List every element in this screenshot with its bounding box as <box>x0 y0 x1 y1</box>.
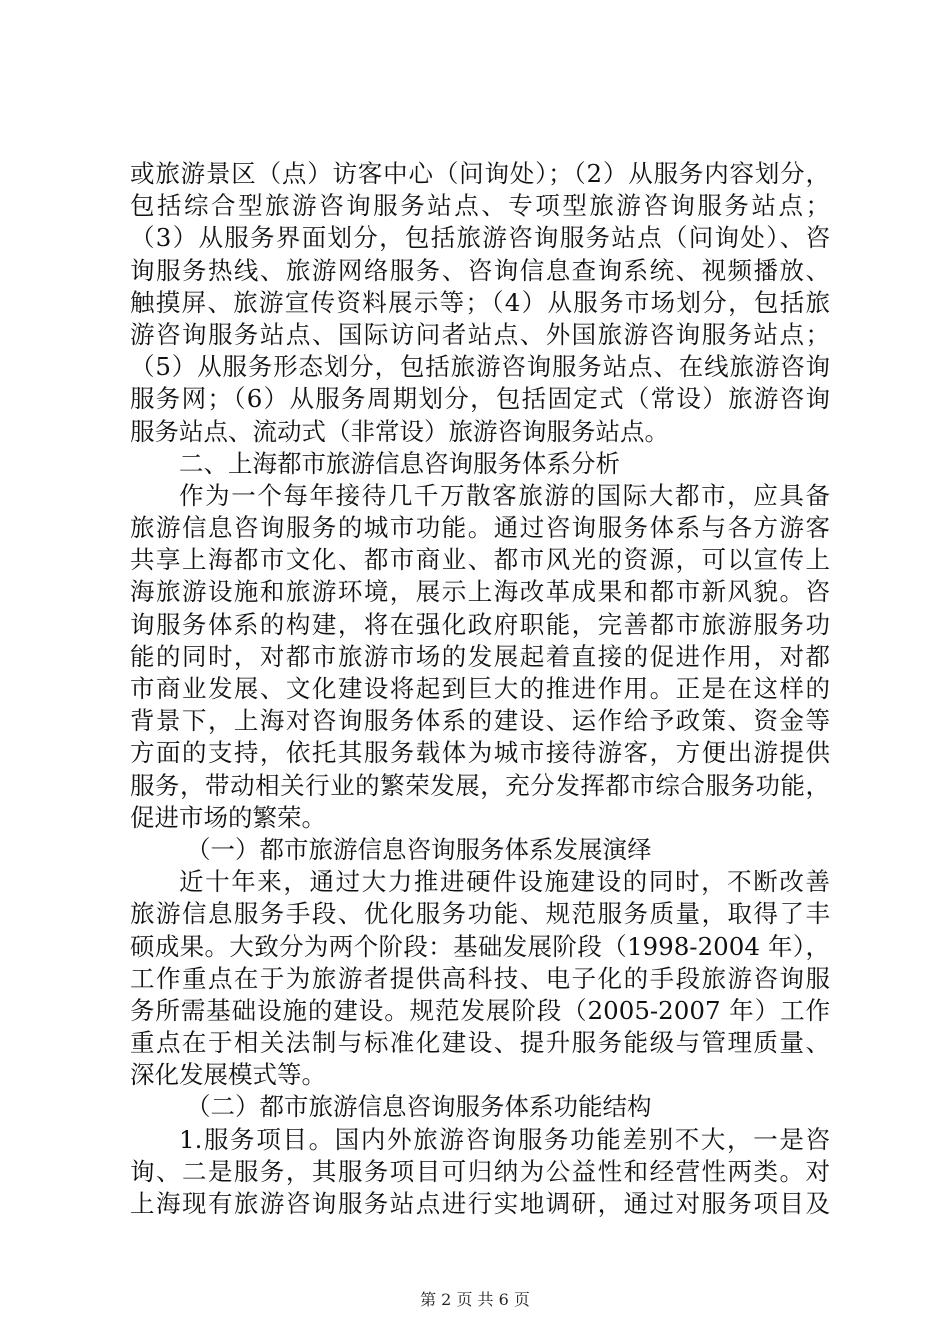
paragraph-last-line: 深化发展模式等。 <box>130 1060 326 1090</box>
text-line: 务所需基础设施的建设。规范发展阶段（2005-2007 年）工作 <box>130 995 830 1025</box>
text-line: （5）从服务形态划分，包括旅游咨询服务站点、在线旅游咨询 <box>130 352 830 382</box>
text-line: 询服务热线、旅游网络服务、咨询信息查询系统、视频播放、 <box>130 255 830 285</box>
text-line: 硕成果。大致分为两个阶段：基础发展阶段（1998-2004 年）， <box>130 931 830 961</box>
section-heading: 二、上海都市旅游信息咨询服务体系分析 <box>179 448 620 478</box>
text-line: 工作重点在于为旅游者提供高科技、电子化的手段旅游咨询服 <box>130 963 830 993</box>
text-line: 旅游信息咨询服务的城市功能。通过咨询服务体系与各方游客 <box>130 513 830 543</box>
text-line: 市商业发展、文化建设将起到巨大的推进作用。正是在这样的 <box>130 674 830 703</box>
text-line: 旅游信息服务手段、优化服务功能、规范服务质量，取得了丰 <box>130 899 830 929</box>
text-line: 包括综合型旅游咨询服务站点、专项型旅游咨询服务站点； <box>130 191 830 221</box>
text-line: 服务网；（6）从服务周期划分，包括固定式（常设）旅游咨询 <box>130 384 830 414</box>
text-line: 方面的支持，依托其服务载体为城市接待游客，方便出游提供 <box>130 738 830 768</box>
text-line: 触摸屏、旅游宣传资料展示等；（4）从服务市场划分，包括旅 <box>130 287 830 317</box>
text-line: 背景下，上海对咨询服务体系的建设、运作给予政策、资金等 <box>130 706 830 736</box>
text-line: 重点在于相关法制与标准化建设、提升服务能级与管理质量、 <box>130 1028 830 1058</box>
text-line: 上海现有旅游咨询服务站点进行实地调研，通过对服务项目及 <box>130 1189 830 1218</box>
text-line: 或旅游景区（点）访客中心（问询处）；（2）从服务内容划分， <box>130 159 830 188</box>
text-line: 能的同时，对都市旅游市场的发展起着直接的促进作用，对都 <box>130 641 830 671</box>
subsection-heading: （二）都市旅游信息咨询服务体系功能结构 <box>186 1092 652 1122</box>
text-line: 游咨询服务站点、国际访问者站点、外国旅游咨询服务站点； <box>130 319 830 349</box>
text-line: 询、二是服务，其服务项目可归纳为公益性和经营性两类。对 <box>130 1156 830 1186</box>
paragraph-first-line: 近十年来，通过大力推进硬件设施建设的同时，不断改善 <box>179 867 830 897</box>
page-footer: 第 2 页 共 6 页 <box>420 1290 530 1309</box>
paragraph-last-line: 服务站点、流动式（非常设）旅游咨询服务站点。 <box>130 416 669 446</box>
subsection-heading: （一）都市旅游信息咨询服务体系发展演绎 <box>186 834 652 864</box>
text-line: 询服务体系的构建，将在强化政府职能，完善都市旅游服务功 <box>130 609 830 639</box>
text-line: 服务，带动相关行业的繁荣发展，充分发挥都市综合服务功能， <box>130 770 830 800</box>
text-line: 共享上海都市文化、都市商业、都市风光的资源，可以宣传上 <box>130 545 830 575</box>
text-line: 海旅游设施和旅游环境，展示上海改革成果和都市新风貌。咨 <box>130 577 830 607</box>
document-body <box>130 158 830 1220</box>
text-line: （3）从服务界面划分，包括旅游咨询服务站点（问询处）、咨 <box>130 223 830 253</box>
paragraph-first-line: 1.服务项目。国内外旅游咨询服务功能差别不大，一是咨 <box>179 1124 830 1154</box>
paragraph-last-line: 促进市场的繁荣。 <box>130 802 326 832</box>
paragraph-first-line: 作为一个每年接待几千万散客旅游的国际大都市，应具备 <box>179 480 830 510</box>
